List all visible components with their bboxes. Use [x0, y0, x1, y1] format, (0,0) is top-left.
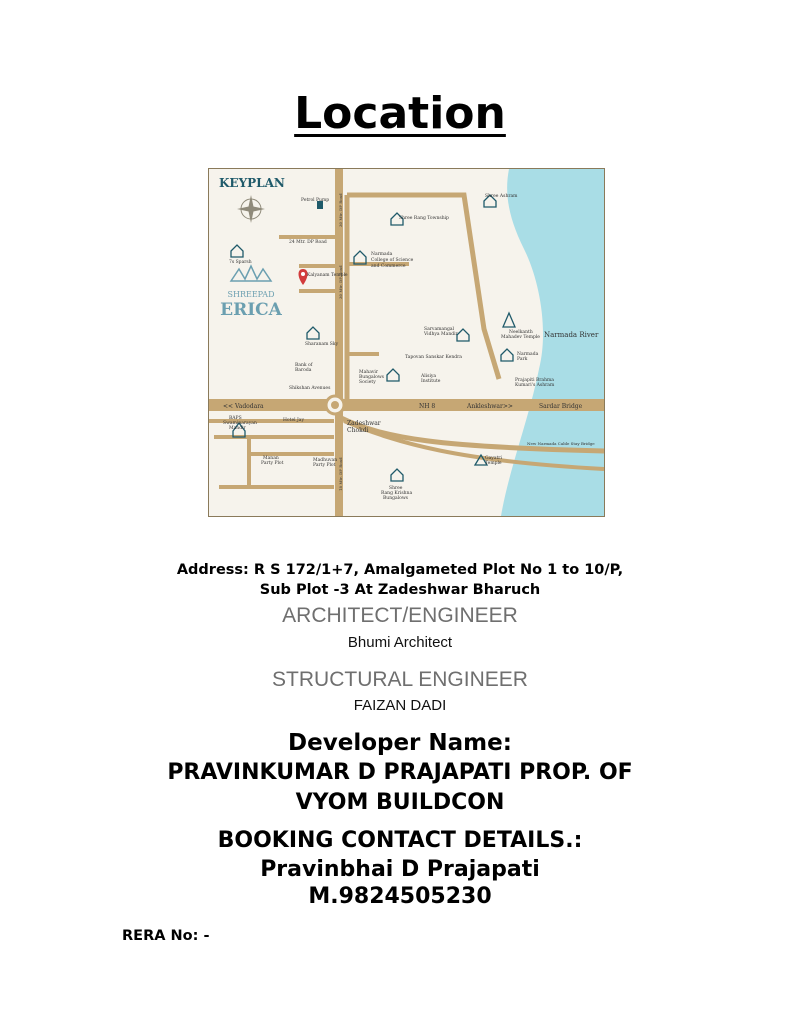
developer-heading: Developer Name:	[288, 730, 512, 756]
label-narmada-park-2: Park	[517, 357, 528, 362]
location-key-plan-map	[208, 168, 605, 517]
label-krishna-2: Rang Krishna	[381, 491, 413, 496]
school-icon	[457, 329, 469, 341]
label-petrol-pump: Petrol Pump	[301, 198, 330, 203]
structural-heading: STRUCTURAL ENGINEER	[272, 668, 528, 691]
home-icon	[231, 245, 243, 257]
label-krishna-3: Bungalows	[383, 496, 408, 501]
label-bank-1: Bank of	[295, 363, 313, 368]
label-sharanam: Sharanam Sky	[305, 342, 339, 347]
booking-name: Pravinbhai D Prajapati	[260, 857, 540, 882]
label-shiksan: Shikshan Avenues	[289, 386, 331, 391]
label-prajapati-1: Prajapiti Brahma	[515, 378, 554, 383]
label-madhuvan-1: Madhuvan	[313, 458, 338, 463]
booking-phone: M.9824505230	[308, 884, 492, 909]
label-kalyanam: Kalyanam Temple	[307, 273, 348, 278]
address-line-1: Address: R S 172/1+7, Amalgameted Plot No 1 to 10/P,	[176, 562, 624, 578]
label-nh8: NH 8	[419, 403, 436, 410]
label-krishna-1: Shree	[389, 486, 403, 491]
label-7s-sparsh: 7s Sparsh	[229, 260, 252, 265]
architect-heading: ARCHITECT/ENGINEER	[282, 604, 518, 627]
label-manan-1: Manan	[263, 456, 279, 461]
shreepad-erica-logo	[220, 266, 283, 320]
brand-bottom: ERICA	[220, 300, 282, 320]
label-college-2: College of Science	[371, 258, 414, 263]
temple-icon	[503, 313, 515, 327]
architect-name: Bhumi Architect	[347, 634, 453, 651]
label-shree-rang: Shree Rang Township	[399, 216, 449, 221]
label-mahavir-2: Bungalows	[359, 375, 384, 380]
page-title: Location	[294, 88, 506, 139]
label-bank-2: Baroda	[295, 368, 312, 373]
label-road-24m: 24 Mtr. DP Road	[289, 240, 327, 245]
label-college-3: and Commerce	[371, 264, 406, 269]
label-vadodara: << Vadodara	[223, 403, 264, 410]
label-gayatri-2: Temple	[485, 461, 502, 466]
label-tapovan: Tapovan Sanskar Kendra	[405, 355, 462, 360]
krishna-icon	[391, 469, 403, 481]
compass-icon	[237, 195, 265, 223]
park-icon	[501, 349, 513, 361]
label-zadeshwar-1: Zadeshwar	[347, 420, 381, 427]
label-baps-3: Mandir	[229, 426, 246, 431]
label-road-30m-2: 30 Mtr. DP Road	[338, 265, 343, 299]
label-baps-2: Swaminarayan	[223, 421, 257, 426]
label-neelkanth-2: Mahadev Temple	[501, 335, 540, 340]
label-hotel: Hotel Jay	[283, 418, 305, 423]
label-mahavir-3: Society	[359, 380, 376, 385]
brand-top: SHREEPAD	[227, 290, 275, 299]
keyplan-label: KEYPLAN	[219, 176, 285, 190]
label-ankleshwar: Ankleshwar>>	[467, 403, 513, 410]
booking-heading: BOOKING CONTACT DETAILS.:	[217, 828, 583, 853]
label-road-18m: 18 Mtr. DP Road	[338, 457, 343, 491]
label-sarvamangal-2: Vidhya Mandir	[424, 332, 458, 337]
label-shree-ashram: Shree Ashram	[485, 194, 518, 199]
label-new-bridge: New Narmada Cable Stay Bridge	[527, 441, 595, 446]
label-baps-1: BAPS	[229, 416, 242, 421]
address-block	[0, 560, 800, 600]
label-madhuvan-2: Party Plot	[313, 463, 336, 468]
label-manan-2: Party Plot	[261, 461, 284, 466]
label-gayatri-1: Gayatri	[485, 456, 502, 461]
label-zadeshwar-2: Chokdi	[347, 427, 369, 434]
label-mahavir-1: Mahavir	[359, 370, 379, 375]
label-prajapati-2: Kumari's Ashram	[515, 383, 555, 388]
label-neelkanth-1: Neelkanth	[509, 330, 533, 335]
label-college-1: Narmada	[371, 252, 393, 257]
address-line-2: Sub Plot -3 At Zadeshwar Bharuch	[259, 582, 541, 598]
label-sardar-bridge: Sardar Bridge	[539, 403, 583, 410]
sharanam-icon	[307, 327, 319, 339]
developer-line-2: VYOM BUILDCON	[295, 790, 505, 815]
developer-line-1: PRAVINKUMAR D PRAJAPATI PROP. OF	[167, 760, 633, 785]
label-narmada-river: Narmada River	[544, 331, 599, 339]
label-sarvamangal-1: Sarvamangal	[424, 327, 454, 332]
mahavir-icon	[387, 369, 399, 381]
label-alisiya-1: Alisiya	[421, 374, 437, 379]
label-narmada-park-1: Narmada	[517, 352, 539, 357]
label-alisiya-2: Institute	[421, 379, 441, 384]
label-road-30m-1: 30 Mtr. DP Road	[338, 193, 343, 227]
structural-name: FAIZAN DADI	[353, 697, 447, 714]
rera-number: RERA No: -	[122, 928, 210, 944]
